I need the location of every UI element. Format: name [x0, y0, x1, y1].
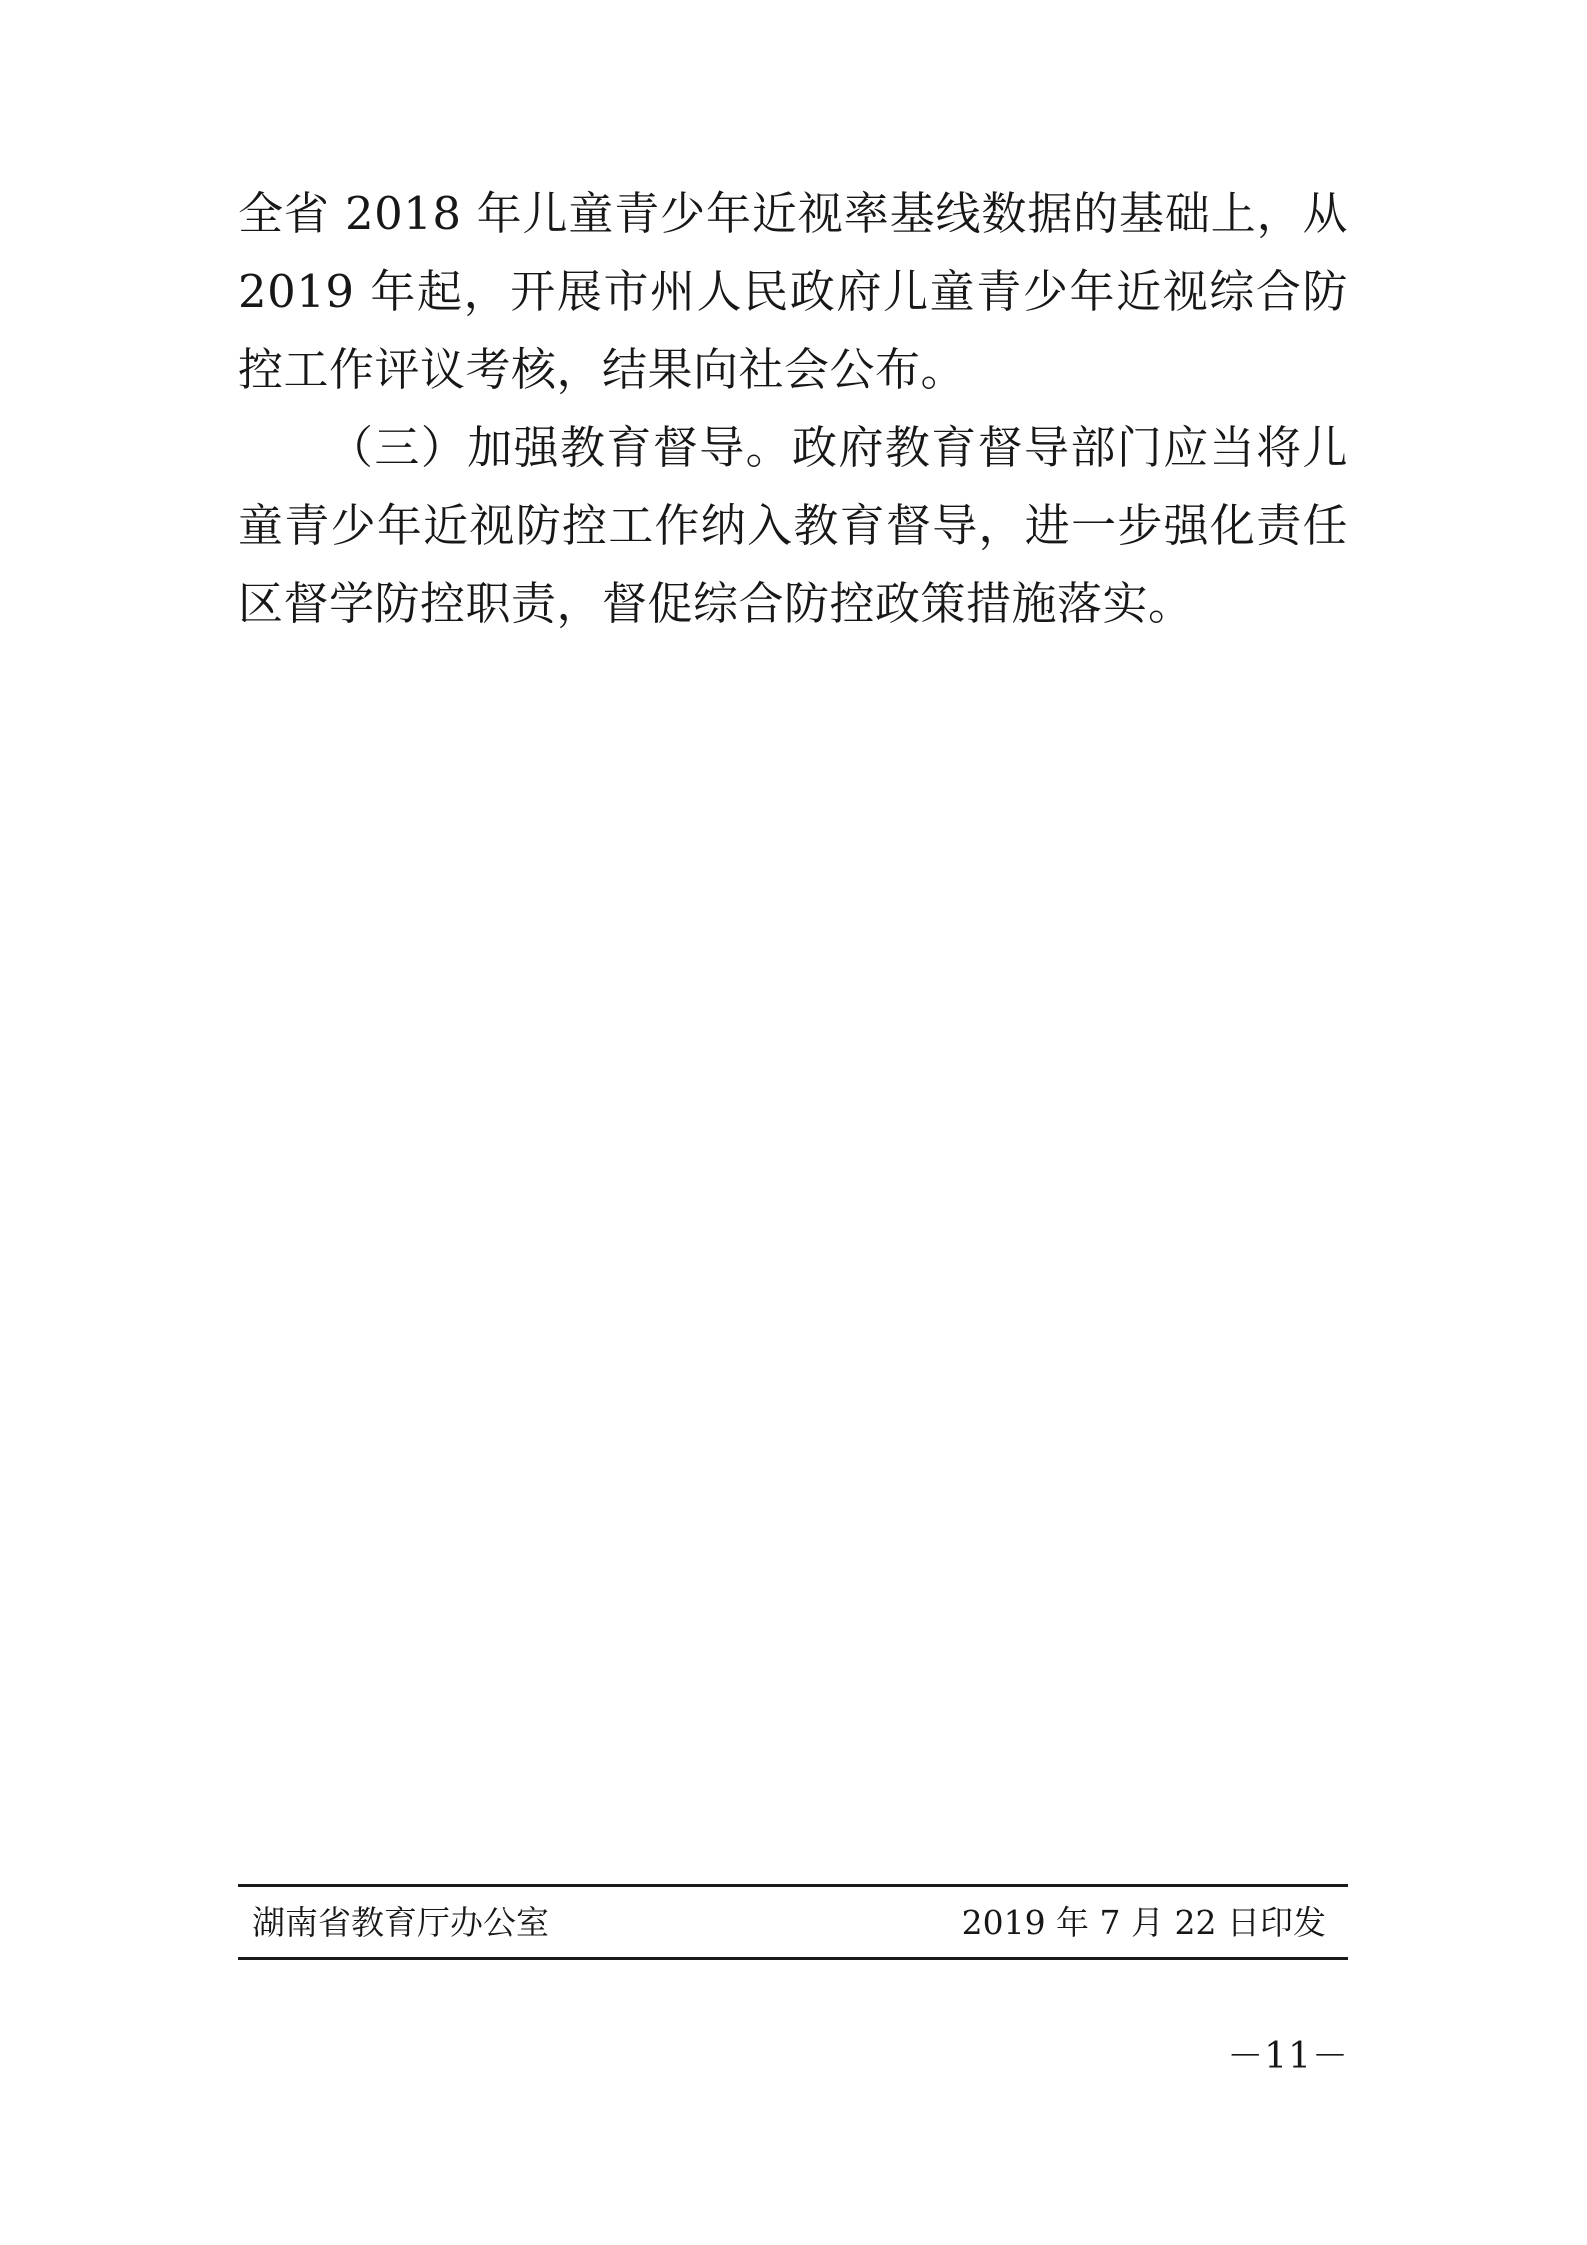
page-number: －11－ [1227, 2036, 1349, 2077]
paragraph-2: （三）加强教育督导。政府教育督导部门应当将儿童青少年近视防控工作纳入教育督导，进一步强化责任区督学防控职责，督促综合防控政策措施落实。 [238, 421, 1348, 630]
document-body [238, 175, 1348, 643]
paragraph-1: 全省 2018 年儿童青少年近视率基线数据的基础上，从 2019 年起，开展市州人民政府儿童青少年近视综合防控工作评议考核，结果向社会公布。 [238, 187, 1348, 396]
footer-issue-date: 2019 年 7 月 22 日印发 [961, 1903, 1326, 1942]
footer-bottom-rule [238, 1957, 1348, 1960]
footer-row [238, 1887, 1348, 1957]
page-footer [238, 1884, 1348, 1960]
footer-issuer: 湖南省教育厅办公室 [252, 1903, 549, 1942]
